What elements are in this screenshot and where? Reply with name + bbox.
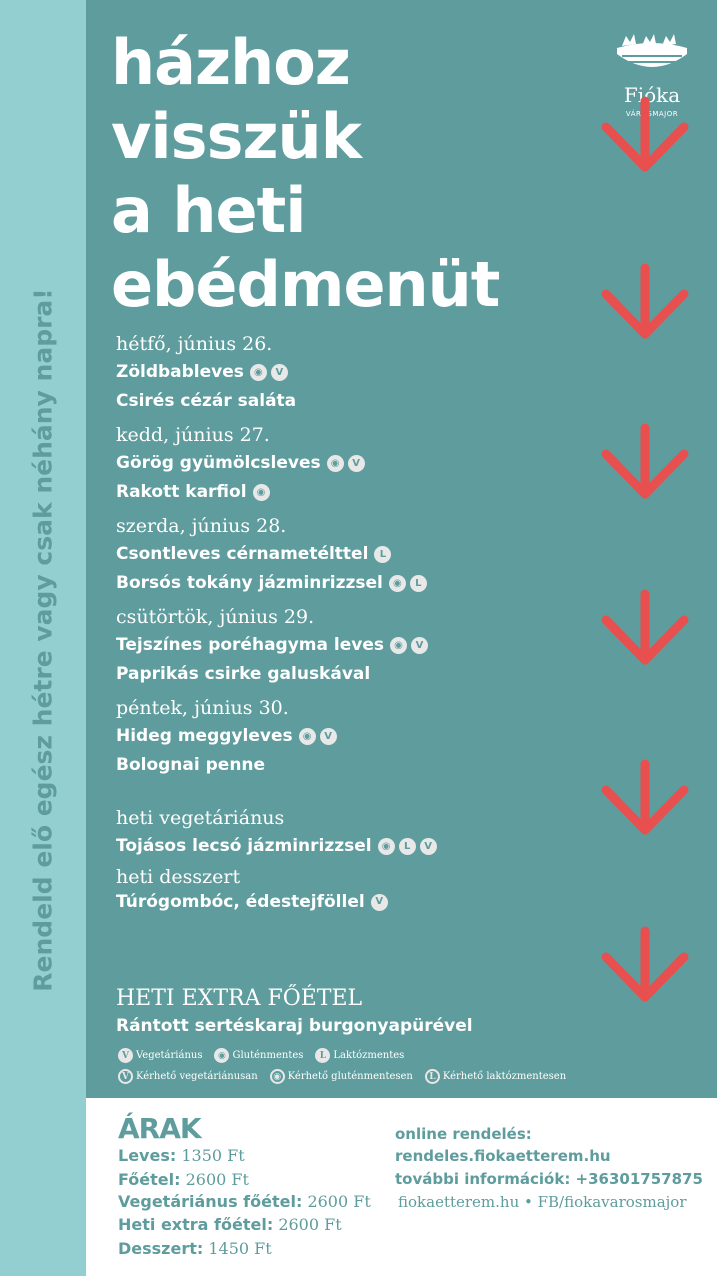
vegetarian-optional-icon: V bbox=[118, 1069, 133, 1084]
legend-text: Kérhető vegetáriánusan bbox=[136, 1071, 258, 1082]
arrow-down-icon bbox=[598, 588, 692, 668]
gluten-free-icon: ◉ bbox=[389, 575, 406, 592]
vegetarian-block bbox=[116, 804, 596, 863]
headline-line: visszük bbox=[111, 100, 361, 173]
legend-row bbox=[118, 1069, 578, 1084]
day-name: szerda, június 28. bbox=[116, 515, 287, 537]
headline bbox=[111, 26, 499, 322]
dish bbox=[116, 751, 596, 780]
vegetarian-icon: V bbox=[118, 1048, 133, 1063]
dish bbox=[116, 478, 596, 507]
logo-name: Fióka bbox=[623, 83, 681, 107]
lactose-free-icon: L bbox=[374, 546, 391, 563]
dish bbox=[116, 387, 596, 416]
arrow-down-icon bbox=[598, 925, 692, 1005]
arrow-down-icon bbox=[598, 758, 692, 838]
lactose-free-optional-icon: L bbox=[425, 1069, 440, 1084]
logo-subtitle: VÁROSMAJOR bbox=[625, 110, 679, 118]
dish-name: Tejszínes poréhagyma leves bbox=[116, 635, 384, 655]
legend-text: Laktózmentes bbox=[333, 1050, 405, 1061]
dish-name: Borsós tokány jázminrizzsel bbox=[116, 573, 383, 593]
dish bbox=[116, 569, 596, 598]
legend-item bbox=[118, 1048, 202, 1063]
price-label: Desszert: bbox=[118, 1239, 204, 1258]
dish bbox=[116, 631, 596, 660]
gluten-free-icon: ◉ bbox=[378, 838, 395, 855]
legend-item bbox=[315, 1048, 404, 1063]
gluten-free-icon: ◉ bbox=[299, 728, 316, 745]
dish bbox=[116, 540, 596, 569]
gluten-free-optional-icon: ◉ bbox=[270, 1069, 285, 1084]
dish bbox=[116, 832, 596, 861]
side-slogan: Rendeld elő egész hétre vagy csak néhány napra! bbox=[28, 288, 58, 992]
gluten-free-icon: ◉ bbox=[250, 364, 267, 381]
bird-nest-icon bbox=[612, 28, 692, 88]
legend-text: Gluténmentes bbox=[232, 1050, 304, 1061]
arrow-down-icon bbox=[598, 422, 692, 502]
online-order-label: online rendelés: bbox=[395, 1125, 532, 1143]
day-name: kedd, június 27. bbox=[116, 424, 270, 446]
dish bbox=[116, 449, 596, 478]
weekly-menu bbox=[116, 330, 596, 913]
day-block bbox=[116, 694, 596, 804]
price-row bbox=[118, 1239, 272, 1258]
price-row bbox=[118, 1170, 249, 1189]
price-label: Vegetáriánus főétel: bbox=[118, 1192, 303, 1211]
day-name: csütörtök, június 29. bbox=[116, 606, 315, 628]
prices-title: ÁRAK bbox=[118, 1112, 201, 1145]
lactose-free-icon: L bbox=[399, 838, 416, 855]
dish bbox=[116, 891, 596, 913]
gluten-free-icon: ◉ bbox=[327, 455, 344, 472]
headline-line: a heti bbox=[111, 174, 306, 247]
legend-item bbox=[270, 1069, 413, 1084]
headline-line: házhoz bbox=[111, 26, 350, 99]
price-label: Heti extra főétel: bbox=[118, 1215, 274, 1234]
gluten-free-icon: ◉ bbox=[253, 484, 270, 501]
lactose-free-icon: L bbox=[410, 575, 427, 592]
dish-name: Hideg meggyleves bbox=[116, 726, 293, 746]
section-title: heti vegetáriánus bbox=[116, 807, 285, 829]
dish-name: Csontleves cérnametélttel bbox=[116, 544, 369, 564]
price-row bbox=[118, 1146, 245, 1165]
legend-text: Vegetáriánus bbox=[136, 1050, 203, 1061]
price-value: 2600 Ft bbox=[185, 1170, 249, 1189]
headline-line: ebédmenüt bbox=[111, 248, 500, 321]
legend-row bbox=[118, 1048, 416, 1063]
legend-text: Kérhető laktózmentesen bbox=[442, 1071, 567, 1082]
extra-dish: Rántott sertéskaraj burgonyapürével bbox=[116, 1016, 473, 1036]
section-title: heti desszert bbox=[116, 866, 241, 888]
price-label: Főétel: bbox=[118, 1170, 181, 1189]
legend-item bbox=[425, 1069, 566, 1084]
price-value: 1350 Ft bbox=[181, 1146, 245, 1165]
phone-info: további információk: +36301757875 bbox=[395, 1170, 703, 1188]
legend-item bbox=[118, 1069, 258, 1084]
price-row bbox=[118, 1192, 371, 1211]
price-row bbox=[118, 1215, 342, 1234]
legend-text: Kérhető gluténmentesen bbox=[287, 1071, 413, 1082]
day-block bbox=[116, 603, 596, 694]
day-name: péntek, június 30. bbox=[116, 697, 289, 719]
dish-name: Tojásos lecsó jázminrizzsel bbox=[116, 836, 372, 856]
arrow-down-icon bbox=[598, 95, 692, 175]
dish bbox=[116, 660, 596, 689]
dessert-block bbox=[116, 863, 596, 913]
dish-name: Paprikás csirke galuskával bbox=[116, 664, 371, 684]
dish-name: Görög gyümölcsleves bbox=[116, 453, 321, 473]
dish bbox=[116, 722, 596, 751]
day-block bbox=[116, 421, 596, 512]
dish-name: Zöldbableves bbox=[116, 362, 244, 382]
lactose-free-icon: L bbox=[315, 1048, 330, 1063]
dish-name: Túrógombóc, édestejföllel bbox=[116, 892, 365, 912]
dish-name: Rakott karfiol bbox=[116, 482, 247, 502]
dish bbox=[116, 358, 596, 387]
dish-name: Csirés cézár saláta bbox=[116, 391, 297, 411]
price-label: Leves: bbox=[118, 1146, 177, 1165]
dish-name: Bolognai penne bbox=[116, 755, 266, 775]
price-value: 2600 Ft bbox=[278, 1215, 342, 1234]
extra-title: HETI EXTRA FŐÉTEL bbox=[116, 986, 363, 1011]
online-order-link[interactable]: rendeles.fiokaetterem.hu bbox=[395, 1147, 611, 1165]
web-info: fiokaetterem.hu • FB/fiokavarosmajor bbox=[398, 1193, 687, 1211]
vegetarian-icon: V bbox=[371, 894, 388, 911]
price-value: 2600 Ft bbox=[307, 1192, 371, 1211]
gluten-free-icon: ◉ bbox=[214, 1048, 229, 1063]
day-block bbox=[116, 330, 596, 421]
vegetarian-icon: V bbox=[348, 455, 365, 472]
legend-item bbox=[214, 1048, 303, 1063]
vegetarian-icon: V bbox=[411, 637, 428, 654]
vegetarian-icon: V bbox=[420, 838, 437, 855]
gluten-free-icon: ◉ bbox=[390, 637, 407, 654]
price-value: 1450 Ft bbox=[208, 1239, 272, 1258]
vegetarian-icon: V bbox=[271, 364, 288, 381]
vegetarian-icon: V bbox=[320, 728, 337, 745]
day-name: hétfő, június 26. bbox=[116, 333, 273, 355]
arrow-down-icon bbox=[598, 262, 692, 342]
day-block bbox=[116, 512, 596, 603]
